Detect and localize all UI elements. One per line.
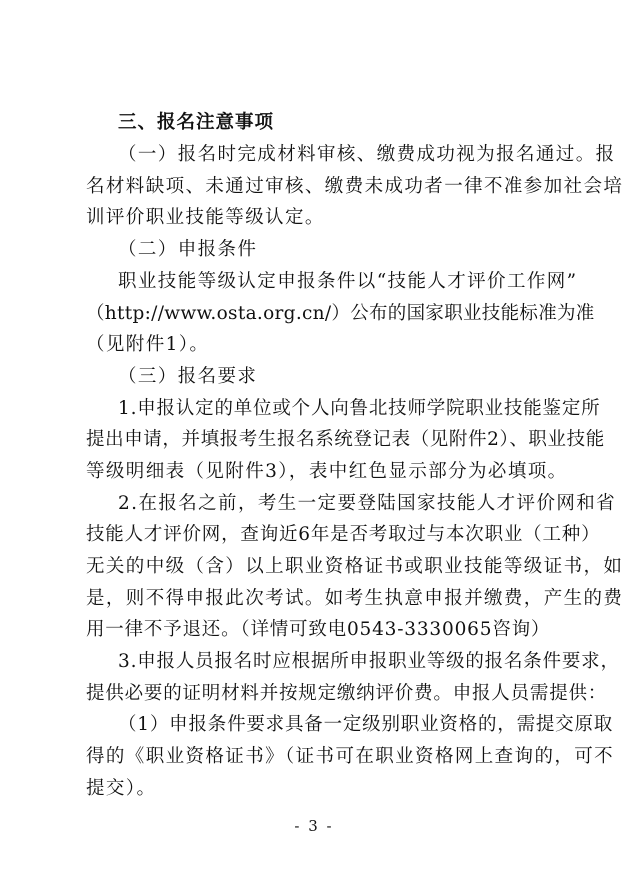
paragraph-line: 2.在报名之前，考生一定要登陆国家技能人才评价网和省 <box>118 493 617 514</box>
paragraph-line: 用一律不予退还。（详情可致电0543-3330065咨询） <box>86 619 551 640</box>
paragraph-line: （见附件1）。 <box>86 334 210 355</box>
paragraph-line: 1.申报认定的单位或个人向鲁北技师学院职业技能鉴定所 <box>118 398 601 419</box>
paragraph-line: 得的《职业资格证书》（证书可在职业资格网上查询的，可不 <box>86 746 615 767</box>
paragraph-line: 等级明细表（见附件3），表中红色显示部分为必填项。 <box>86 461 568 482</box>
paragraph-line: 名材料缺项、未通过审核、缴费未成功者一律不准参加社会培 <box>86 176 624 197</box>
section-heading: 三、报名注意事项 <box>118 112 275 133</box>
paragraph-line: （http://www.osta.org.cn/）公布的国家职业技能标准为准 <box>86 303 595 324</box>
paragraph-line: 提交）。 <box>86 778 157 799</box>
paragraph-line: （一）报名时完成材料审核、缴费成功视为报名通过。报 <box>118 144 616 165</box>
paragraph-line: 是，则不得申报此次考试。如考生执意申报并缴费，产生的费 <box>86 588 624 609</box>
paragraph-line: 职业技能等级认定申报条件以“技能人才评价工作网” <box>118 271 578 292</box>
paragraph-line: 无关的中级（含）以上职业资格证书或职业技能等级证书，如 <box>86 556 624 577</box>
subsection-heading: （三）报名要求 <box>118 366 258 387</box>
paragraph-line: 3.申报人员报名时应根据所申报职业等级的报名条件要求， <box>118 651 620 672</box>
paragraph-line: 技能人才评价网，查询近6年是否考取过与本次职业（工种） <box>86 524 601 545</box>
subsection-heading: （二）申报条件 <box>118 239 258 260</box>
paragraph-line: 提出申请，并填报考生报名系统登记表（见附件2）、职业技能 <box>86 429 605 450</box>
paragraph-line: 训评价职业技能等级认定。 <box>86 207 325 228</box>
paragraph-line: （1）申报条件要求具备一定级别职业资格的，需提交原取 <box>118 714 614 735</box>
paragraph-line: 提供必要的证明材料并按规定缴纳评价费。申报人员需提供： <box>86 683 608 704</box>
page-number: - 3 - <box>294 817 334 835</box>
